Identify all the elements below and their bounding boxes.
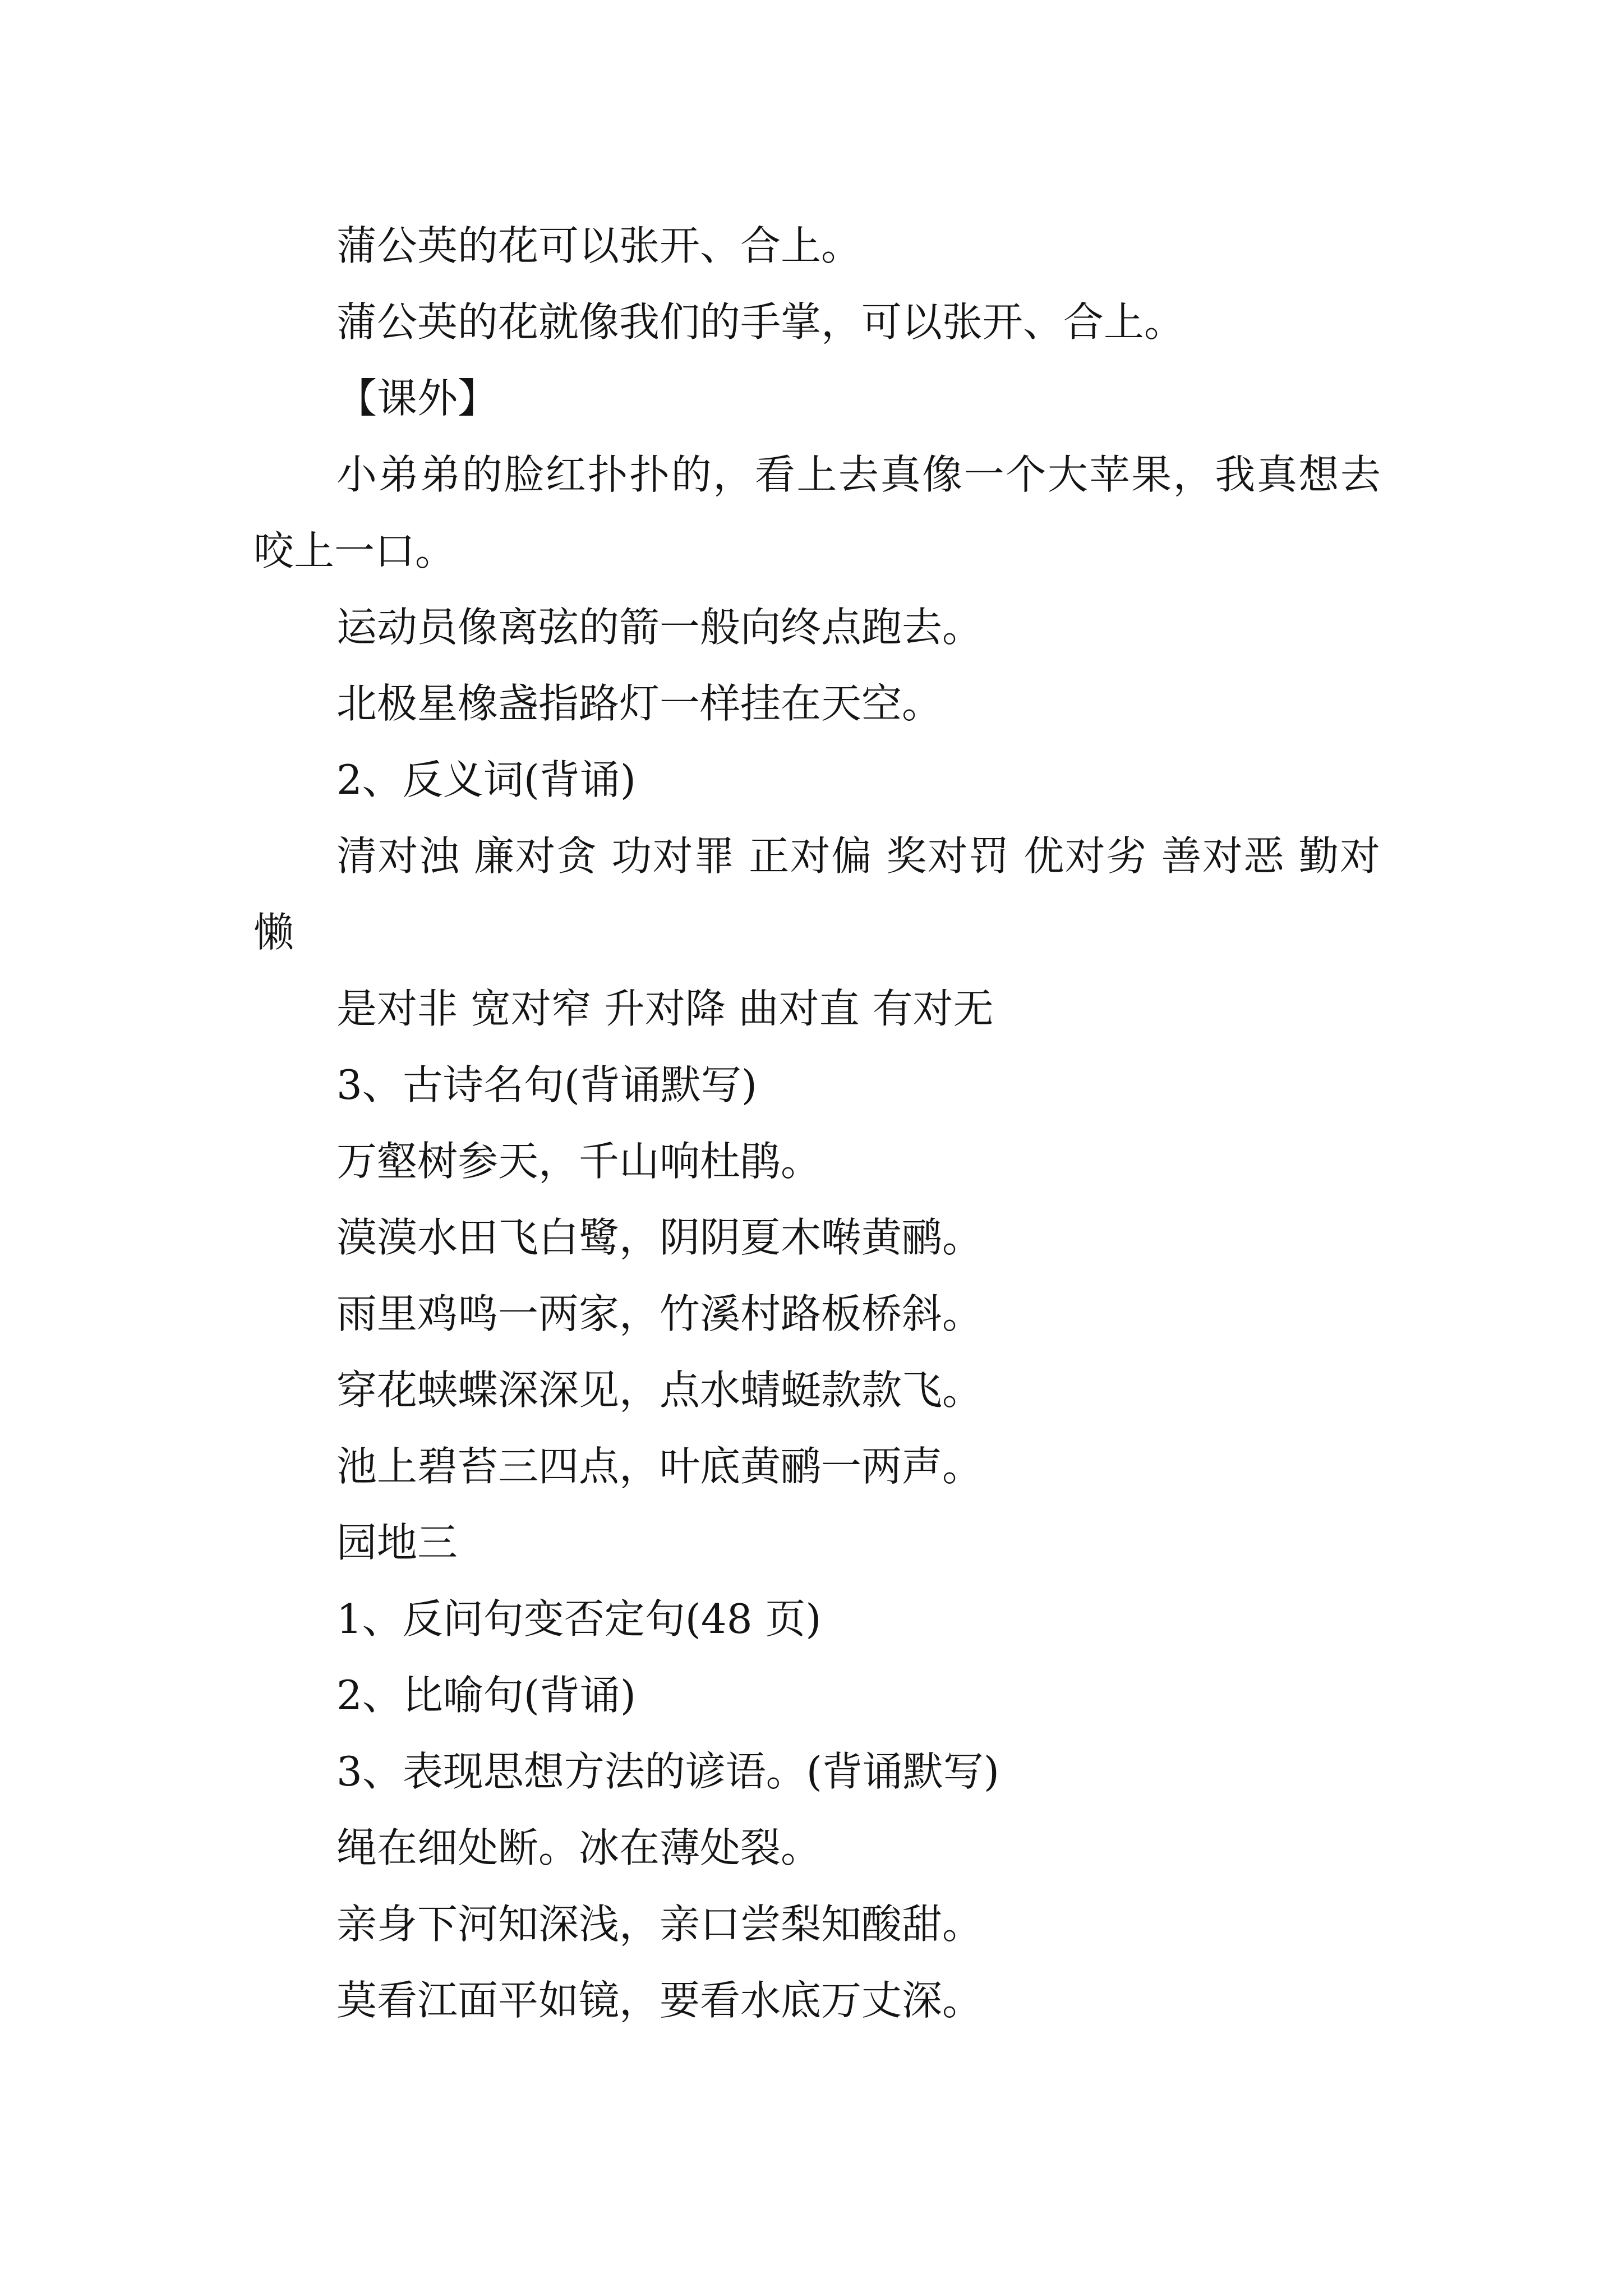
section-heading: 园地三: [336, 1519, 458, 1566]
paragraph: 蒲公英的花就像我们的手掌，可以张开、合上。: [336, 298, 1185, 346]
section-heading: 3、古诗名句(背诵默写): [336, 1061, 757, 1108]
paragraph: 3、表现思想方法的谚语。(背诵默写): [336, 1748, 999, 1795]
paragraph: 是对非 宽对窄 升对降 曲对直 有对无: [336, 985, 994, 1032]
poem-line: 雨里鸡鸣一两家，竹溪村路板桥斜。: [336, 1290, 983, 1337]
poem-line: 穿花蛱蝶深深见，点水蜻蜓款款飞。: [336, 1366, 983, 1414]
proverb-line: 莫看江面平如镜，要看水底万丈深。: [336, 1977, 983, 2024]
paragraph: 北极星橡盏指路灯一样挂在天空。: [336, 680, 943, 727]
paragraph: 1、反问句变否定句(48 页): [336, 1595, 822, 1642]
section-heading: 【课外】: [336, 375, 499, 422]
proverb-line: 绳在细处断。冰在薄处裂。: [336, 1824, 822, 1871]
poem-line: 漠漠水田飞白鹭，阴阴夏木啭黄鹂。: [336, 1214, 983, 1261]
document-body: [253, 208, 1381, 2039]
poem-line: 万壑树参天，千山响杜鹃。: [336, 1138, 822, 1185]
paragraph: 蒲公英的花可以张开、合上。: [336, 222, 862, 269]
proverb-line: 亲身下河知深浅，亲口尝梨知酸甜。: [336, 1901, 983, 1948]
section-heading: 2、反义词(背诵): [336, 756, 636, 803]
paragraph: 2、比喻句(背诵): [336, 1672, 636, 1719]
paragraph: 清对浊 廉对贪 功对罪 正对偏 奖对罚 优对劣 善对恶 勤对懒: [253, 832, 1381, 956]
poem-line: 池上碧苔三四点，叶底黄鹂一两声。: [336, 1443, 983, 1490]
paragraph: 小弟弟的脸红扑扑的，看上去真像一个大苹果，我真想去咬上一口。: [253, 451, 1381, 574]
paragraph: 运动员像离弦的箭一般向终点跑去。: [336, 604, 983, 651]
